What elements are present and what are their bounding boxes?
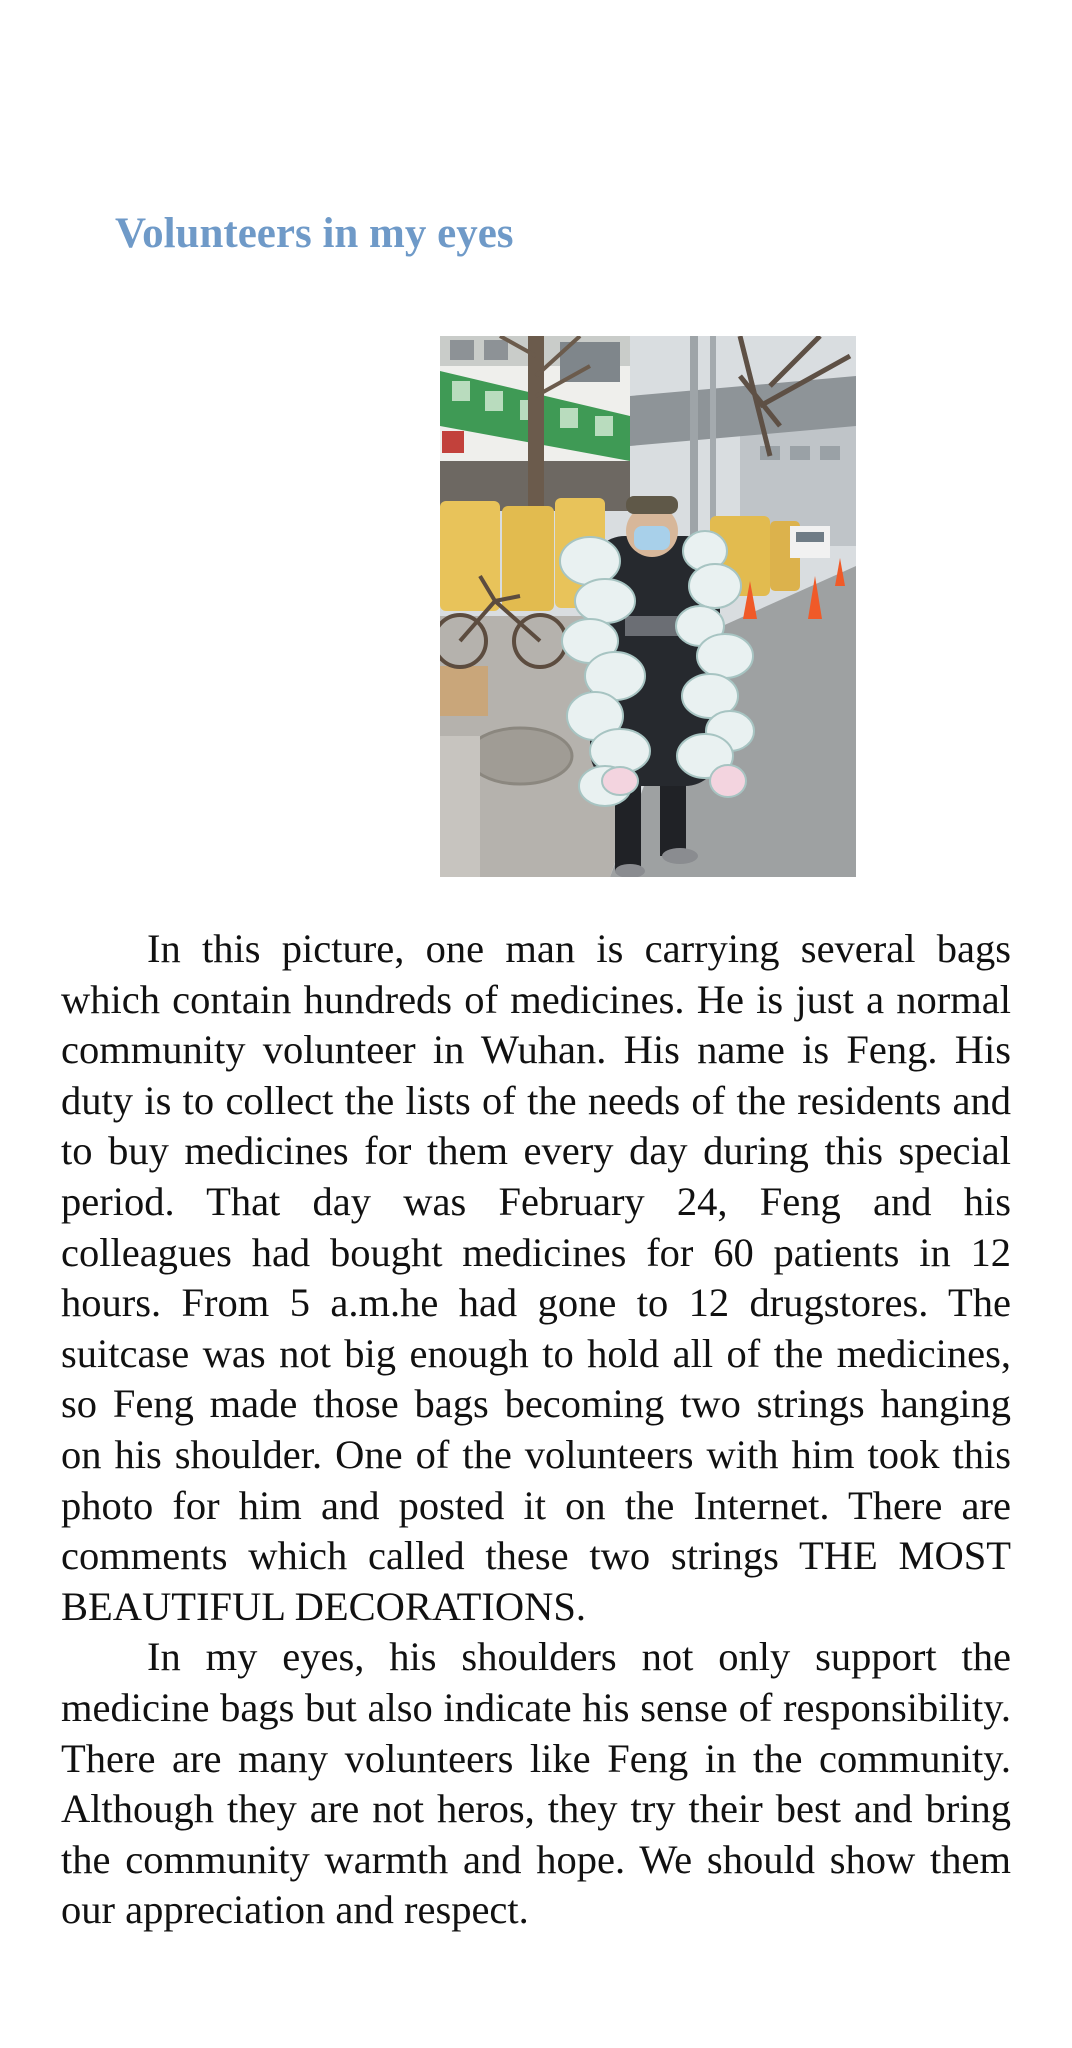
manhole-cover bbox=[468, 728, 572, 784]
volunteer-photo bbox=[440, 336, 856, 877]
photo-illustration bbox=[440, 336, 856, 877]
lamp-pole bbox=[690, 336, 698, 536]
page-title: Volunteers in my eyes bbox=[115, 210, 514, 257]
paragraph: In this picture, one man is carrying several bags which contain hundreds of medicines. He is just a normal community volunteer in Wuhan. His name is Feng. His duty is to collect the lists of the needs of the residents and to buy medicines for them every day during this special period. That day was February 24, Feng and his colleagues had bought medicines for 60 patients in 12 hours. From 5 a.m.he had gone to 12 drugstores. The suitcase was not big enough to hold all of the medicines, so Feng made those bags becoming two strings hanging on his shoulder. One of the volunteers with him took this photo for him and posted it on the Internet. There are comments which called these two strings THE MOST BEAUTIFUL DECORATIONS. bbox=[61, 926, 1011, 1629]
article-body bbox=[61, 924, 1011, 1936]
face-mask bbox=[634, 526, 670, 550]
man-cap bbox=[626, 496, 678, 514]
paragraph: In my eyes, his shoulders not only support the medicine bags but also indicate his sense of responsibility. There are many volunteers like Feng in the community. Although they are not heros, they try their best and bring the community warmth and hope. We should show them our appreciation and respect. bbox=[61, 1634, 1011, 1933]
cardboard-box bbox=[440, 666, 488, 716]
